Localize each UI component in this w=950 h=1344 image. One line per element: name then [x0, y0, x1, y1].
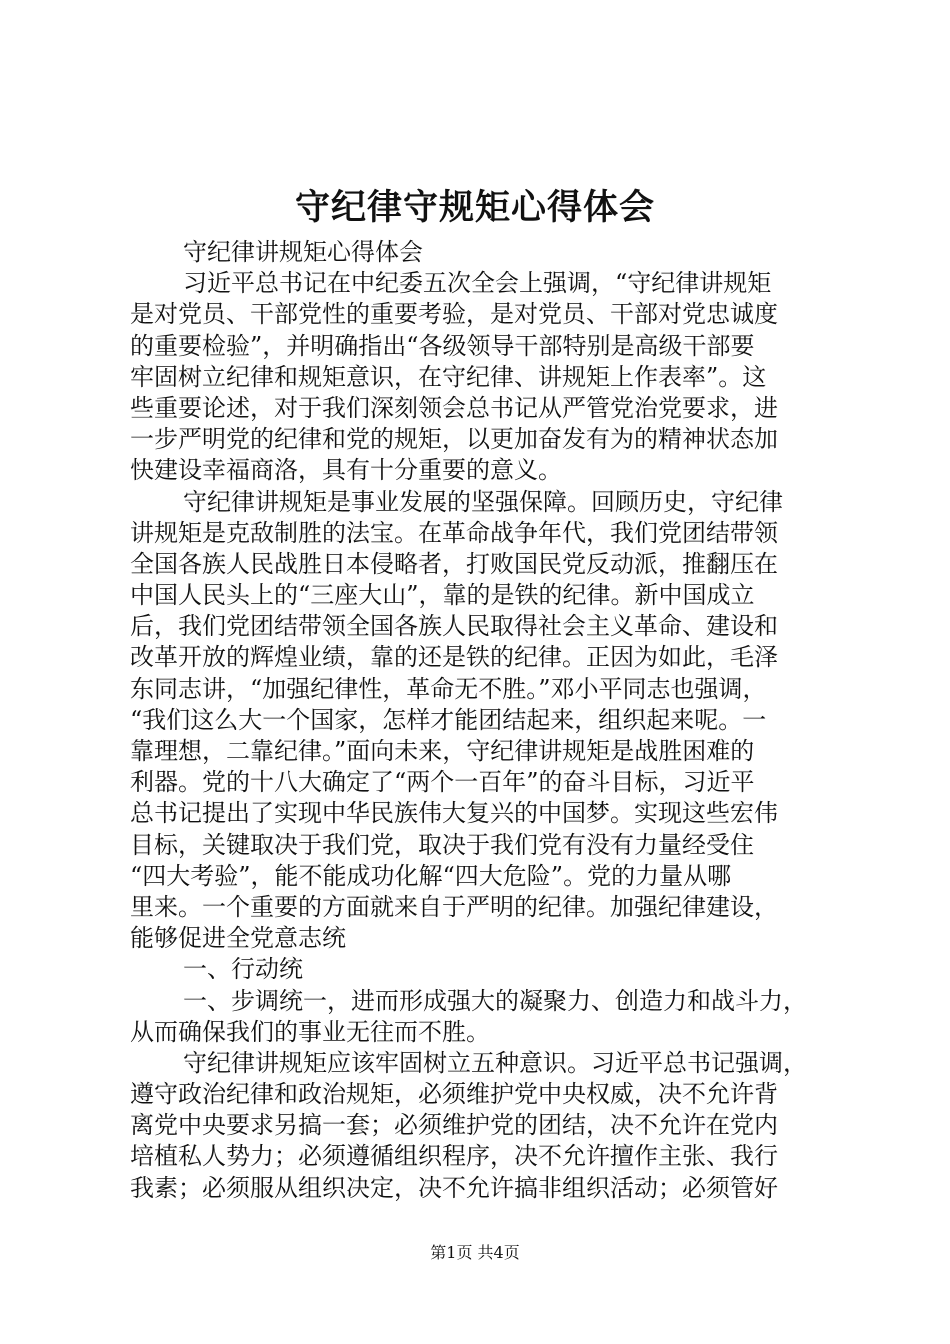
text-line: 改革开放的辉煌业绩，靠的还是铁的纪律。正因为如此，毛泽 — [130, 643, 778, 672]
text-line: 是对党员、干部党性的重要考验，是对党员、干部对党忠诚度 — [130, 300, 778, 329]
text-line: 靠理想，二靠纪律。”面向未来，守纪律讲规矩是战胜困难的 — [130, 737, 755, 765]
document-body — [130, 237, 826, 1204]
text-line: 离党中央要求另搞一套；必须维护党的团结，决不允许在党内 — [130, 1111, 778, 1140]
text-line: 里来。一个重要的方面就来自于严明的纪律。加强纪律建设， — [130, 892, 778, 921]
text-line: “我们这么大一个国家，怎样才能团结起来，组织起来呢。一 — [130, 705, 767, 734]
text-line: 快建设幸福商洛，具有十分重要的意义。 — [130, 456, 562, 485]
text-line: 些重要论述，对于我们深刻领会总书记从严管党治党要求，进 — [130, 393, 778, 422]
text-line: 后，我们党团结带领全国各族人民取得社会主义革命、建设和 — [130, 612, 778, 641]
text-line: 守纪律讲规矩应该牢固树立五种意识。习近平总书记强调， — [183, 1048, 807, 1077]
text-line: 能够促进全党意志统 — [130, 924, 346, 953]
text-line-heading: 一、行动统 — [183, 955, 303, 984]
text-line: 我素；必须服从组织决定，决不允许搞非组织活动；必须管好 — [130, 1173, 778, 1202]
text-line: “四大考验”，能不能成功化解“四大危险”。党的力量从哪 — [130, 861, 732, 890]
page-footer: 第1页 共4页 — [430, 1243, 520, 1262]
text-line: 东同志讲，“加强纪律性，革命无不胜。”邓小平同志也强调， — [130, 674, 767, 703]
text-line: 习近平总书记在中纪委五次全会上强调，“守纪律讲规矩 — [183, 269, 772, 298]
text-line-subtitle: 守纪律讲规矩心得体会 — [183, 238, 423, 266]
text-line: 中国人民头上的“三座大山”，靠的是铁的纪律。新中国成立 — [130, 581, 755, 610]
text-line: 牢固树立纪律和规矩意识，在守纪律、讲规矩上作表率”。这 — [130, 362, 767, 391]
text-line: 一步严明党的纪律和党的规矩，以更加奋发有为的精神状态加 — [130, 425, 778, 454]
text-line: 利器。党的十八大确定了“两个一百年”的奋斗目标，习近平 — [130, 768, 755, 797]
text-line: 遵守政治纪律和政治规矩，必须维护党中央权威，决不允许背 — [130, 1080, 778, 1109]
text-line: 讲规矩是克敌制胜的法宝。在革命战争年代，我们党团结带领 — [130, 518, 778, 547]
text-line: 一、步调统一，进而形成强大的凝聚力、创造力和战斗力， — [183, 986, 807, 1015]
text-line: 守纪律讲规矩是事业发展的坚强保障。回顾历史，守纪律 — [183, 487, 783, 516]
text-line: 全国各族人民战胜日本侵略者，打败国民党反动派，推翻压在 — [130, 549, 778, 578]
text-line: 的重要检验”，并明确指出“各级领导干部特别是高级干部要 — [130, 331, 755, 360]
text-line: 目标，关键取决于我们党，取决于我们党有没有力量经受住 — [130, 830, 754, 859]
text-line: 培植私人势力；必须遵循组织程序，决不允许擅作主张、我行 — [130, 1142, 778, 1171]
text-line: 总书记提出了实现中华民族伟大复兴的中国梦。实现这些宏伟 — [130, 799, 778, 828]
document-title: 守纪律守规矩心得体会 — [294, 188, 655, 228]
text-line: 从而确保我们的事业无往而不胜。 — [130, 1017, 490, 1046]
